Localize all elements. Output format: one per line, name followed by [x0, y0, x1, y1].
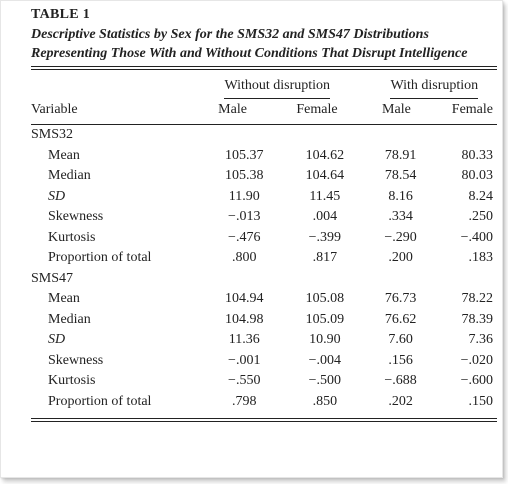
- column-header-variable: Variable: [31, 102, 78, 117]
- row-label: Skewness: [48, 352, 104, 368]
- table-block: [31, 7, 497, 422]
- table-row: [31, 289, 497, 310]
- table-row: [31, 166, 497, 187]
- cell-male-without: .798: [232, 393, 257, 409]
- cell-male-without: 104.98: [225, 311, 264, 327]
- table-row: [31, 351, 497, 372]
- cell-female-with: 78.22: [461, 291, 493, 307]
- cell-female-with: 8.24: [468, 188, 493, 204]
- row-label: SD: [48, 332, 66, 348]
- cell-male-with: .202: [388, 393, 413, 409]
- cell-female-without: −.004: [308, 352, 342, 368]
- cell-male-with: 78.54: [384, 168, 417, 184]
- cell-male-with: −.688: [384, 373, 417, 389]
- cell-male-without: .800: [232, 250, 257, 266]
- cell-male-without: 11.90: [228, 188, 260, 204]
- table-label: TABLE 1: [31, 7, 91, 22]
- cell-female-without: .004: [312, 209, 338, 225]
- cell-female-with: .250: [468, 209, 493, 225]
- top-double-rule: [31, 66, 497, 70]
- table-row: [31, 392, 497, 413]
- row-label: Mean: [48, 291, 80, 307]
- section-label: SMS32: [31, 127, 74, 143]
- cell-female-with: .183: [468, 250, 493, 266]
- cell-male-with: .156: [388, 352, 413, 368]
- group-header-row: [31, 74, 497, 99]
- cell-female-without: 104.64: [305, 168, 345, 184]
- cell-male-without: −.001: [228, 352, 261, 368]
- cell-female-without: .817: [312, 250, 338, 266]
- statistics-table: [31, 74, 497, 121]
- cell-male-with: 78.91: [384, 147, 417, 163]
- group-header-without-disruption: Without disruption: [224, 74, 330, 99]
- cell-male-without: −.476: [228, 229, 261, 245]
- cell-female-with: 7.36: [468, 332, 493, 348]
- cell-female-without: −.500: [308, 373, 342, 389]
- cell-male-with: .200: [388, 250, 413, 266]
- cell-male-without: 105.37: [225, 147, 264, 163]
- cell-male-with: .334: [388, 209, 413, 225]
- cell-female-with: 80.33: [461, 147, 493, 163]
- cell-male-without: 11.36: [228, 332, 260, 348]
- row-label: Median: [48, 311, 91, 327]
- statistics-table-body: [31, 125, 497, 412]
- cell-female-without: 11.45: [309, 188, 341, 204]
- row-label: Kurtosis: [48, 373, 96, 389]
- cell-female-without: .850: [312, 393, 338, 409]
- cell-male-with: 76.73: [384, 291, 417, 307]
- cell-female-with: .150: [468, 393, 493, 409]
- column-header-row: [31, 99, 497, 121]
- column-header-male-with: Male: [382, 102, 411, 117]
- cell-female-without: 105.08: [305, 291, 345, 307]
- cell-male-with: 8.16: [388, 188, 413, 204]
- section-row: [31, 125, 497, 146]
- row-label: Proportion of total: [48, 250, 152, 266]
- cell-female-with: 80.03: [461, 168, 493, 184]
- row-label: Skewness: [48, 209, 104, 225]
- cell-female-with: −.400: [460, 229, 493, 245]
- column-header-male-without: Male: [218, 102, 247, 117]
- cell-male-without: −.013: [228, 209, 261, 225]
- cell-female-without: 10.90: [309, 332, 341, 348]
- table-row: [31, 371, 497, 392]
- table-row: [31, 187, 497, 208]
- row-label: Mean: [48, 147, 80, 163]
- section-label: SMS47: [31, 270, 74, 286]
- cell-female-without: −.399: [308, 229, 342, 245]
- cell-male-with: −.290: [384, 229, 417, 245]
- row-label: SD: [48, 188, 66, 204]
- column-header-female-with: Female: [451, 102, 493, 117]
- cell-female-with: −.020: [460, 352, 493, 368]
- cell-female-without: 104.62: [305, 147, 345, 163]
- cell-male-without: −.550: [228, 373, 261, 389]
- cell-male-with: 7.60: [388, 332, 413, 348]
- table-row: [31, 310, 497, 331]
- group-header-with-disruption: With disruption: [390, 74, 478, 99]
- table-caption: Descriptive Statistics by Sex for the SMS32 and SMS47 Distributions Representing Those With and Without Conditions That Disrupt Intelligence: [31, 27, 468, 61]
- cell-female-with: −.600: [460, 373, 493, 389]
- bottom-double-rule: [31, 418, 497, 422]
- table-row: [31, 207, 497, 228]
- row-label: Kurtosis: [48, 229, 96, 245]
- cell-female-with: 78.39: [461, 311, 493, 327]
- table-row: [31, 146, 497, 167]
- cell-female-without: 105.09: [305, 311, 345, 327]
- cell-male-without: 105.38: [225, 168, 264, 184]
- row-label: Median: [48, 168, 91, 184]
- column-header-female-without: Female: [296, 102, 338, 117]
- cell-male-without: 104.94: [225, 291, 264, 307]
- row-label: Proportion of total: [48, 393, 152, 409]
- table-row: [31, 330, 497, 351]
- table-row: [31, 228, 497, 249]
- cell-male-with: 76.62: [384, 311, 417, 327]
- table-row: [31, 248, 497, 269]
- section-row: [31, 269, 497, 290]
